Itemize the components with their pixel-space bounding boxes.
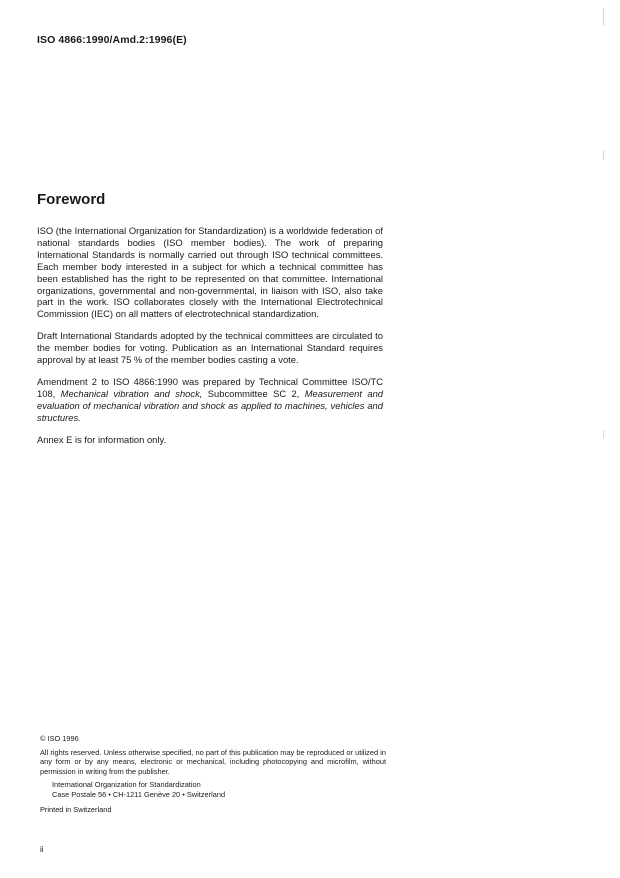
paragraph-iso-intro: ISO (the International Organization for Standardization) is a worldwide federation of national standards bodies (ISO member bodies). The work of preparing International Standards is normally carried out through ISO technical committees. Each member body interested in a subject for which a technical committee has been established has the right to be represented on that committee. International organizations, governmental and non-governmental, in liaison with ISO, also take part in the work. ISO collaborates closely with the International Electrotechnical Commission (IEC) on all matters of electrotechnical standardization.	[37, 225, 383, 320]
paragraph-annex-note: Annex E is for information only.	[37, 433, 167, 445]
scan-margin-mark	[603, 150, 604, 160]
paragraph-draft-standards: Draft International Standards adopted by the technical committees are circulated to the member bodies for voting. Publication as an International Standard requires approval by at least 75 % of the member bodies casting a vote.	[37, 330, 383, 366]
publisher-name: International Organization for Standardization	[52, 780, 201, 790]
subcommittee-name: Measurement and evaluation of mechanical vibration and shock as applied to machines, vehicles and structures.	[37, 387, 384, 423]
page-title: Foreword	[37, 191, 106, 208]
page-number: ii	[40, 845, 44, 854]
amendment-text-1: Amendment 2 to ISO 4866:1990 was prepared by Technical Committee ISO/TC 108,	[37, 375, 383, 399]
amendment-text-2: Subcommittee SC 2,	[207, 387, 300, 399]
copyright-line: © ISO 1996	[40, 734, 79, 743]
paragraph-amendment	[37, 376, 383, 424]
foreword-body	[37, 225, 383, 456]
scan-margin-mark	[603, 430, 604, 438]
scan-margin-mark	[603, 8, 604, 26]
committee-name: Mechanical vibration and shock,	[60, 387, 203, 399]
postal-address: Case Postale 56 • CH-1211 Genève 20 • Switzerland	[52, 789, 226, 799]
publisher-address	[40, 780, 386, 799]
document-id-header: ISO 4866:1990/Amd.2:1996(E)	[37, 34, 187, 46]
rights-statement: All rights reserved. Unless otherwise specified, no part of this publication may be reproduced or utilized in any form or by any means, electronic or mechanical, including photocopying and microfilm, without permission in writing from the publisher.	[40, 747, 386, 776]
copyright-block	[40, 734, 386, 814]
printed-in: Printed in Switzerland	[40, 804, 112, 814]
